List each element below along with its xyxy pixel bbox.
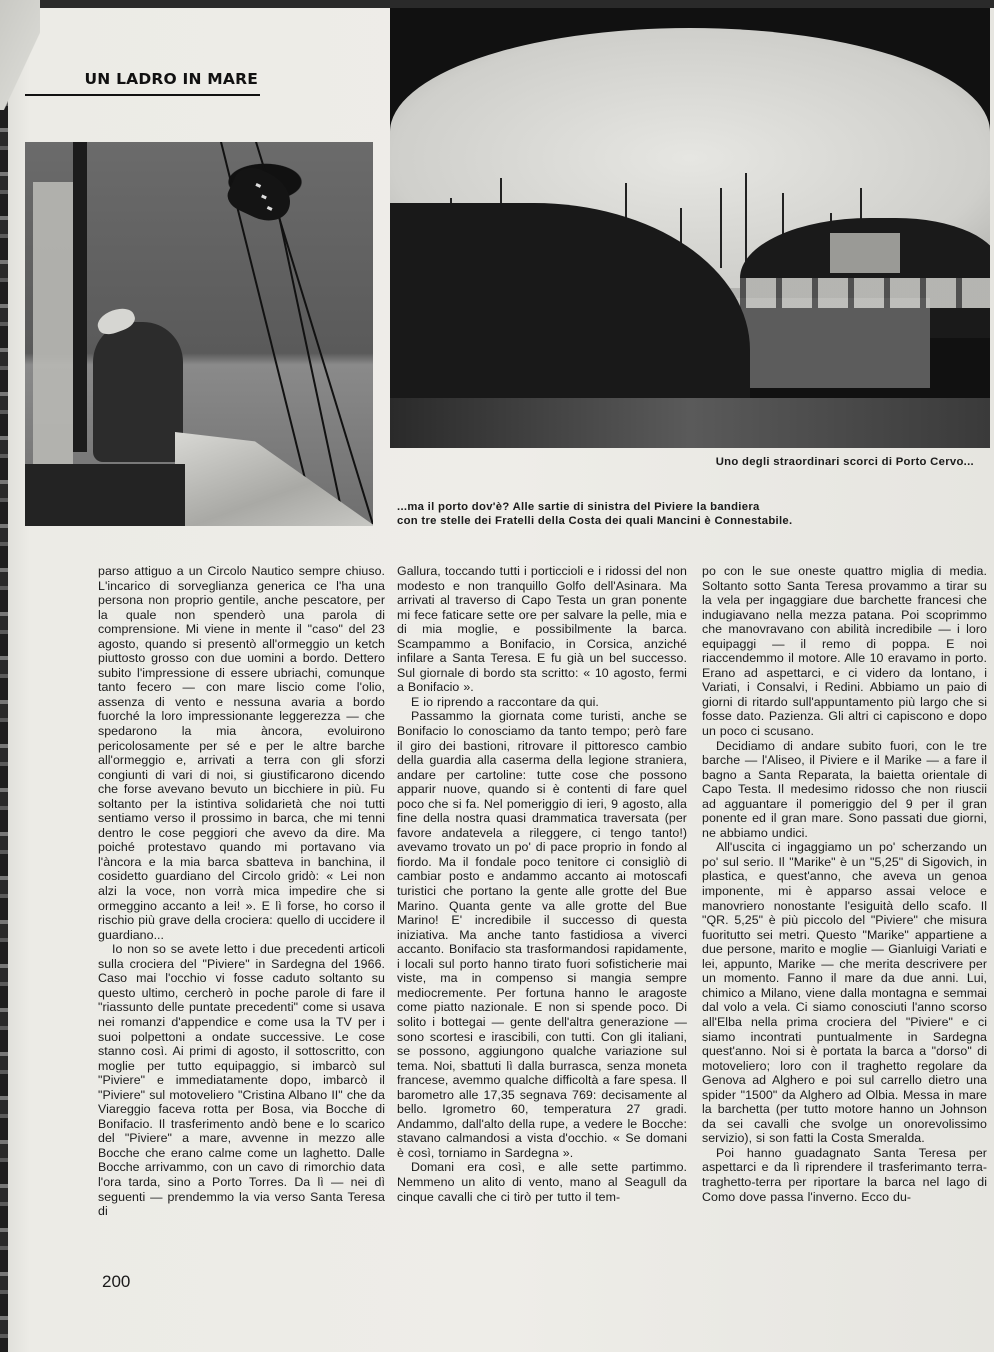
article-paragraph: All'uscita ci ingaggiamo un po' scherzando un po' sul serio. Il "Marike" è un "5,25" di Sigovich, in plastica, e quest'anno, che aveva un genoa imponente, mi è apparso assai veloce e manovriero nonostante l'esiguità dello scafo. Il "QR. 5,25" è più piccolo del "Piviere" che misura fuoritutto sei metri. Questo "Marike" appartiene a due persone, marito e moglie — Gianluigi Variati e lei, appunto, Marike — che merita descrivere per un momento. Fanno il mare da due anni. Lui, chimico a Milano, viene dalla montagna e semmai dal volo a vela. Ci siamo conosciuti l'anno scorso all'Elba nella prima crociera del "Piviere" e ci siamo incontrati puntualmente in Sardegna quest'anno. Noi si è portata la barca a "dorso" di motoveliero; loro con il traghetto regolare da Genova ad Alghero e poi sul carrello dietro una spider "1500" da Alghero ad Olbia. Messa in mare la barchetta (per tutto motore hanno un Johnson da sei cavalli che svolge un onorevolissimo servizio), si son fatti la Costa Smeralda. xyxy=(702,840,987,1146)
moored-boats xyxy=(710,278,990,308)
photo-porto-cervo xyxy=(390,8,990,448)
top-dark-border xyxy=(40,0,994,8)
cabin-roof xyxy=(25,464,185,526)
section-header xyxy=(25,70,260,96)
seated-woman-figure xyxy=(93,322,183,462)
foreground-rocks xyxy=(390,398,990,448)
article-paragraph: Io non so se avete letto i due precedenti articoli sulla crociera del "Piviere" in Sardegna del 1966. Caso mai l'occhio vi fosse caduto soltanto su questo ultimo, cercherò in poche parole di fare il "riassunto delle puntate precedenti" come si usava nei romanzi d'appendice e come usa la TV per i suoi polpettoni a ondate successive. Le cose stanno così. Ai primi di agosto, il sottoscritto, con moglie per tutto equipaggio, si imbarcò sul "Piviere" e immediatamente dopo, imbarcò il "Piviere" sul motoveliero "Cristina Albano II" che da Viareggio faceva rotta per Bosa, via Bocche di Bonifacio. Il trasferimento andò bene e lo scarico del "Piviere" a mare, avvenne in mezzo alle Bocche che erano calme come un laghetto. Dalle Bocche arrivammo, con un cavo di rimorchio data l'ora tarda, sino a Porto Torres. Da lì — nei dì seguenti — prendemmo la via verso Santa Teresa di xyxy=(98,942,385,1219)
mast xyxy=(73,142,87,452)
page-edge-strip xyxy=(0,0,8,1352)
photo-caption-porto-cervo: Uno degli straordinari scorci di Porto Cervo... xyxy=(715,456,974,468)
article-paragraph: Decidiamo di andare subito fuori, con le tre barche — l'Aliseo, il Piviere e il Marike — a fare il bagno a Santa Reparata, la baietta orientale di Capo Testa. Il medesimo ridosso che non riuscii ad agguantare il pomeriggio del 9 per il gran ponente ed il gran mare. Sono passati due giorni, ne abbiamo undici. xyxy=(702,738,987,840)
article-column-3 xyxy=(702,564,987,1204)
boat-mast xyxy=(720,188,722,268)
article-paragraph: parso attiguo a un Circolo Nautico sempre chiuso. L'incarico di sorveglianza generica ce l'ha una persona non proprio gentile, anche pescatore, per la quale non spenderò una parola di comprensione. Mi viene in mente il "caso" del 23 agosto, quando si presentò all'ormeggio un ketch piuttosto grosso con due uomini a bordo. Dettero subito l'impressione di essere ubriachi, comunque tanto fecero — con mare liscio come l'olio, assenza di vento e nessuna avaria a bordo fuorché la loro impressionante leggerezza — che spedarono la mia àncora, evoluirono pericolosamente per sé e per le altre barche all'ormeggio e, arrivati a terra con gli sforzi congiunti di vari di noi, si giustificarono dicendo che forse avevano bevuto un bicchiere in più. Fu soltanto per la istintiva solidarietà che noi tutti sentiamo verso il prossimo in barca, che mi tenni dentro le cose peggiori che avevo da dire. Ma poiché protestavo quando mi portavano via l'àncora e la mia barca sbatteva in banchina, il cosidetto guardiano del Circolo gridò: « Lei non alzi la voce, non vorrà mica impedire che si ormeggino accanto a lei! ». E lì forse, ho corso il rischio più grave della crociera: quello di uccidere il guardiano... xyxy=(98,564,385,942)
photo-yacht-deck xyxy=(25,142,373,526)
article-paragraph: Gallura, toccando tutti i porticcioli e i ridossi del non modesto e non tranquillo Golfo dell'Asinara. Ma arrivati al traverso di Capo Testa un gran ponente mi fece faticare sette ore per salvare la pelle, mia e di mia moglie, e possibilmente la barca. Scampammo a Bonifacio, in Corsica, anziché infilare a Santa Teresa. E fu già un bel successo. Sul giornale di bordo sta scritto: « 10 agosto, fermi a Bonifacio ». xyxy=(397,564,687,695)
foresail xyxy=(175,432,373,526)
caption-line: con tre stelle dei Fratelli della Costa dei quali Mancini è Connestabile. xyxy=(397,515,793,527)
pennant-flag-three-stars xyxy=(223,161,299,229)
article-column-1 xyxy=(98,564,385,1219)
furled-sail xyxy=(33,182,73,472)
article-paragraph: Poi hanno guadagnato Santa Teresa per aspettarci e da lì riprendere il trasferimanto terra-traghetto-terra per riportare la barca nel lago di Como dove passa l'inverno. Ecco du- xyxy=(702,1145,987,1204)
caption-line: ...ma il porto dov'è? Alle sartie di sinistra del Piviere la bandiera xyxy=(397,501,760,513)
article-paragraph: Passammo la giornata come turisti, anche se Bonifacio lo conosciamo da tanto tempo; però fare il giro dei bastioni, ritrovare il pittoresco cambio della guardia alla caserma della legione straniera, andare per cartoline: tutte cose che possono apparir nuove, quando si è contenti di fare quel poco che si fa. Nel pomeriggio di ieri, 9 agosto, alla fine della nostra quasi drammatica traversata (per favore andatevela a rileggere, ci tengo tanto!) avevamo trovato un po' di pace proprio in fondo al fiordo. Ma il fondale poco tenitore ci consigliò di cambiar posto e andammo accanto ai motoscafi turistici che portano la gente alle grotte del Bue Marino. Quanta gente va alle grotte del Bue Marino! E' incredibile il successo di questa iniziativa. Ma anche tanto fastidiosa a viverci accanto. Bonifacio sta trasformandosi rapidamente, i locali sul porto hanno tirato fuori sofisticherie mai viste, ma in compenso si mangia sempre mediocremente. Per fortuna hanno le aragoste come piatto nazionale. E non si spende poco. Di solito i bottegai — gente dell'altra generazione — sono scortesi e irascibili, con tutti. Con gli italiani, se possono, aggiungono qualche variazione sul tema. Noi, sbattuti lì dalla burrasca, senza moneta francese, avemmo qualche difficoltà a fare spesa. Il barometro alle 17,35 segnava 769: decisamente al bello. Igrometro 60, temperatura 27 gradi. Andammo, dall'alto della rupe, a vedere le Bocche: stavano calmandosi a vista d'occhio. « Se domani è così, torniamo in Sardegna ». xyxy=(397,709,687,1160)
page-number: 200 xyxy=(102,1272,131,1291)
article-paragraph: po con le sue oneste quattro miglia di media. Soltanto sotto Santa Teresa provammo a tirar su la vela per ingaggiare due barchette francesi che indugiavano nella mezza patana. Poi scoprimmo che manovravano con abilità incredibile — i loro equipaggi — il remo di poppa. E noi riaccendemmo il motore. Alle 10 eravamo in porto. Erano ad aspettarci, e ci videro da lontano, i Variati, i Consalvi, i Redini. Abbiamo un paio di giorni di ritardo sull'appuntamento più largo che si fosse dato. Pazienza. Gli altri ci capiscono e dopo un poco ci scusano. xyxy=(702,564,987,739)
article-paragraph: E io riprendo a raccontare da qui. xyxy=(411,694,599,709)
boat-mast xyxy=(745,173,747,268)
article-column-2 xyxy=(397,564,687,1204)
section-title: UN LADRO IN MARE xyxy=(84,70,258,88)
article-paragraph: Domani era così, e alle sette partimmo. Nemmeno un alito di vento, mano al Seagull da cinque cavalli che ci tirò per tutto il tem- xyxy=(397,1160,687,1204)
header-underline xyxy=(25,94,260,96)
villa-building xyxy=(830,233,900,273)
photo-caption-yacht xyxy=(397,500,877,528)
